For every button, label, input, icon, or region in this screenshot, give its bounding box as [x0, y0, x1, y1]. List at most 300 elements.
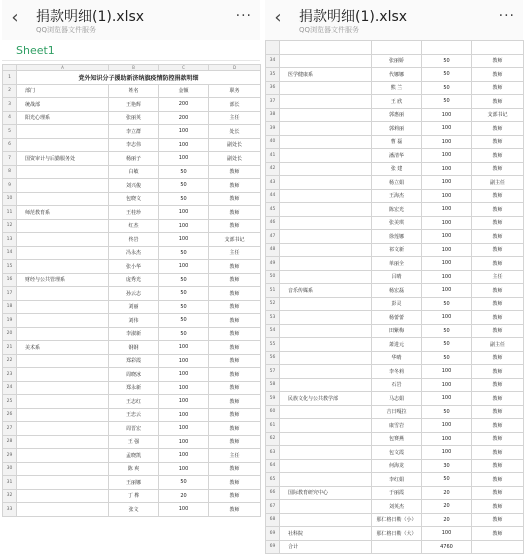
row-number[interactable]: 4	[3, 111, 17, 125]
column-header[interactable]: D	[209, 65, 261, 71]
dept-cell[interactable]	[280, 189, 372, 203]
dept-cell[interactable]	[280, 230, 372, 244]
role-cell[interactable]: 教师	[472, 473, 524, 487]
name-cell[interactable]: 王忠云	[109, 408, 159, 422]
row-number[interactable]: 11	[3, 206, 17, 220]
role-cell[interactable]: 教师	[472, 365, 524, 379]
dept-cell[interactable]	[280, 135, 372, 149]
row-number[interactable]: 19	[3, 314, 17, 328]
row-number[interactable]: 45	[266, 203, 280, 217]
dept-cell[interactable]	[280, 473, 372, 487]
dept-cell[interactable]	[280, 324, 372, 338]
amount-cell[interactable]: 50	[422, 405, 472, 419]
row-number[interactable]: 60	[266, 405, 280, 419]
role-cell[interactable]: 教师	[209, 260, 261, 274]
dept-cell[interactable]	[17, 327, 109, 341]
row-number[interactable]: 10	[3, 192, 17, 206]
name-cell[interactable]: 陈 爽	[109, 462, 159, 476]
amount-cell[interactable]: 金额	[159, 84, 209, 98]
amount-cell[interactable]: 100	[422, 176, 472, 190]
name-cell[interactable]: 姓名	[109, 84, 159, 98]
role-cell[interactable]: 教师	[209, 462, 261, 476]
role-cell[interactable]: 教师	[472, 486, 524, 500]
amount-cell[interactable]: 100	[159, 395, 209, 409]
row-number[interactable]: 30	[3, 462, 17, 476]
name-cell[interactable]: 萧进元	[372, 338, 422, 352]
role-cell[interactable]: 教师	[209, 435, 261, 449]
dept-cell[interactable]	[280, 432, 372, 446]
dept-cell[interactable]: 美术系	[17, 341, 109, 355]
row-number[interactable]: 15	[3, 260, 17, 274]
role-cell[interactable]: 教师	[472, 351, 524, 365]
dept-cell[interactable]	[17, 422, 109, 436]
dept-cell[interactable]	[280, 459, 372, 473]
amount-cell[interactable]: 100	[159, 219, 209, 233]
row-number[interactable]: 49	[266, 257, 280, 271]
amount-cell[interactable]: 20	[422, 486, 472, 500]
name-cell[interactable]: 钢钢	[109, 341, 159, 355]
amount-cell[interactable]: 4760	[422, 540, 472, 554]
dept-cell[interactable]: 阳光心理系	[17, 111, 109, 125]
row-number[interactable]: 41	[266, 149, 280, 163]
dept-cell[interactable]	[280, 270, 372, 284]
dept-cell[interactable]	[280, 216, 372, 230]
name-cell[interactable]: 张小华	[109, 260, 159, 274]
dept-cell[interactable]	[17, 462, 109, 476]
row-number[interactable]: 61	[266, 419, 280, 433]
role-cell[interactable]: 教师	[472, 203, 524, 217]
amount-cell[interactable]: 50	[159, 287, 209, 301]
dept-cell[interactable]	[17, 395, 109, 409]
dept-cell[interactable]	[17, 219, 109, 233]
role-cell[interactable]: 教师	[472, 459, 524, 473]
row-number[interactable]: 65	[266, 473, 280, 487]
name-cell[interactable]: 田紫梅	[372, 324, 422, 338]
amount-cell[interactable]: 50	[422, 95, 472, 109]
amount-cell[interactable]: 20	[422, 513, 472, 527]
name-cell[interactable]: 彭灵	[372, 297, 422, 311]
role-cell[interactable]: 教师	[209, 381, 261, 395]
role-cell[interactable]: 职务	[209, 84, 261, 98]
amount-cell[interactable]: 100	[159, 354, 209, 368]
name-cell[interactable]: 郭莉丽	[372, 122, 422, 136]
amount-cell[interactable]: 100	[422, 189, 472, 203]
row-number[interactable]: 66	[266, 486, 280, 500]
amount-cell[interactable]: 50	[159, 165, 209, 179]
role-cell[interactable]: 教师	[209, 489, 261, 503]
sheet-title-cell[interactable]: 党外知识分子援助新济纳旗疫情防控捐款明细	[17, 71, 261, 85]
name-cell[interactable]: 那仁格日勒（大）	[372, 527, 422, 541]
row-number[interactable]: 54	[266, 324, 280, 338]
name-cell[interactable]: 庞秀光	[109, 273, 159, 287]
dept-cell[interactable]	[17, 503, 109, 517]
name-cell[interactable]: 张文	[109, 503, 159, 517]
dept-cell[interactable]	[17, 489, 109, 503]
dept-cell[interactable]	[280, 513, 372, 527]
row-number[interactable]: 57	[266, 365, 280, 379]
row-number[interactable]: 6	[3, 138, 17, 152]
amount-cell[interactable]: 50	[422, 81, 472, 95]
name-cell[interactable]: 佟岩	[109, 233, 159, 247]
name-cell[interactable]: 张丽娇	[372, 54, 422, 68]
amount-cell[interactable]: 100	[159, 341, 209, 355]
amount-cell[interactable]: 100	[422, 257, 472, 271]
column-header[interactable]: A	[17, 65, 109, 71]
amount-cell[interactable]: 100	[159, 408, 209, 422]
role-cell[interactable]: 教师	[209, 327, 261, 341]
row-number[interactable]: 63	[266, 446, 280, 460]
role-cell[interactable]: 主任	[209, 111, 261, 125]
row-number[interactable]	[266, 41, 280, 55]
row-number[interactable]: 13	[3, 233, 17, 247]
role-cell[interactable]: 教师	[209, 503, 261, 517]
dept-cell[interactable]: 医学健康系	[280, 68, 372, 82]
amount-cell[interactable]: 50	[422, 324, 472, 338]
amount-cell[interactable]: 50	[422, 68, 472, 82]
row-number[interactable]: 17	[3, 287, 17, 301]
amount-cell[interactable]: 100	[159, 206, 209, 220]
row-number[interactable]: 51	[266, 284, 280, 298]
row-number[interactable]: 25	[3, 395, 17, 409]
row-number[interactable]: 20	[3, 327, 17, 341]
amount-cell[interactable]: 50	[159, 246, 209, 260]
amount-cell[interactable]: 100	[422, 378, 472, 392]
row-number[interactable]: 37	[266, 95, 280, 109]
name-cell[interactable]: 张美琪	[372, 216, 422, 230]
role-cell[interactable]: 教师	[472, 284, 524, 298]
dept-cell[interactable]	[280, 419, 372, 433]
name-cell[interactable]: 熊 兰	[372, 81, 422, 95]
dept-cell[interactable]	[17, 233, 109, 247]
row-number[interactable]: 21	[3, 341, 17, 355]
amount-cell[interactable]: 100	[422, 203, 472, 217]
name-cell[interactable]: 吕晴	[372, 270, 422, 284]
amount-cell[interactable]: 20	[159, 489, 209, 503]
dept-cell[interactable]	[280, 378, 372, 392]
row-number[interactable]: 29	[3, 449, 17, 463]
role-cell[interactable]: 教师	[209, 179, 261, 193]
amount-cell[interactable]: 100	[422, 365, 472, 379]
dept-cell[interactable]	[17, 408, 109, 422]
amount-cell[interactable]: 100	[422, 311, 472, 325]
amount-cell[interactable]: 100	[422, 419, 472, 433]
role-cell[interactable]: 教师	[472, 527, 524, 541]
dept-cell[interactable]	[17, 138, 109, 152]
role-cell[interactable]: 教师	[209, 273, 261, 287]
dept-cell[interactable]	[17, 435, 109, 449]
dept-cell[interactable]: 音乐传媒系	[280, 284, 372, 298]
dept-cell[interactable]	[280, 41, 372, 55]
row-number[interactable]: 69	[266, 540, 280, 554]
dept-cell[interactable]	[280, 203, 372, 217]
row-number[interactable]: 33	[3, 503, 17, 517]
role-cell[interactable]: 教师	[209, 476, 261, 490]
dept-cell[interactable]	[280, 54, 372, 68]
row-number[interactable]: 68	[266, 513, 280, 527]
role-cell[interactable]: 副主任	[472, 176, 524, 190]
role-cell[interactable]: 部长	[209, 98, 261, 112]
role-cell[interactable]	[472, 41, 524, 55]
dept-cell[interactable]	[280, 311, 372, 325]
role-cell[interactable]: 教师	[209, 422, 261, 436]
row-number[interactable]: 8	[3, 165, 17, 179]
role-cell[interactable]: 教师	[472, 257, 524, 271]
amount-cell[interactable]: 100	[159, 449, 209, 463]
role-cell[interactable]: 教师	[472, 311, 524, 325]
name-cell[interactable]: 李志伟	[109, 138, 159, 152]
dept-cell[interactable]	[17, 300, 109, 314]
role-cell[interactable]: 教师	[472, 216, 524, 230]
role-cell[interactable]: 教师	[472, 378, 524, 392]
dept-cell[interactable]	[280, 149, 372, 163]
role-cell[interactable]: 教师	[209, 354, 261, 368]
role-cell[interactable]: 教师	[472, 500, 524, 514]
amount-cell[interactable]: 100	[159, 138, 209, 152]
row-number[interactable]: 55	[266, 338, 280, 352]
amount-cell[interactable]: 50	[159, 192, 209, 206]
amount-cell[interactable]: 20	[422, 500, 472, 514]
name-cell[interactable]: 丁 桦	[109, 489, 159, 503]
dept-cell[interactable]	[280, 500, 372, 514]
role-cell[interactable]: 教师	[472, 81, 524, 95]
role-cell[interactable]: 教师	[209, 206, 261, 220]
role-cell[interactable]: 教师	[472, 243, 524, 257]
dept-cell[interactable]	[280, 446, 372, 460]
amount-cell[interactable]: 50	[422, 54, 472, 68]
amount-cell[interactable]: 100	[422, 108, 472, 122]
role-cell[interactable]: 教师	[209, 314, 261, 328]
role-cell[interactable]: 教师	[472, 135, 524, 149]
dept-cell[interactable]	[280, 405, 372, 419]
name-cell[interactable]: 吉日嘎拉	[372, 405, 422, 419]
name-cell[interactable]	[372, 41, 422, 55]
row-number[interactable]: 59	[266, 392, 280, 406]
name-cell[interactable]: 李淑新	[109, 327, 159, 341]
name-cell[interactable]: 冯永杰	[109, 246, 159, 260]
role-cell[interactable]: 教师	[209, 287, 261, 301]
row-number[interactable]: 12	[3, 219, 17, 233]
name-cell[interactable]: 包赛燕	[372, 432, 422, 446]
dept-cell[interactable]	[280, 122, 372, 136]
name-cell[interactable]: 石岩	[372, 378, 422, 392]
role-cell[interactable]: 教师	[209, 165, 261, 179]
row-number[interactable]: 52	[266, 297, 280, 311]
name-cell[interactable]: 杨立娟	[372, 176, 422, 190]
role-cell[interactable]: 教师	[209, 408, 261, 422]
spreadsheet-grid[interactable]	[2, 64, 261, 517]
role-cell[interactable]: 教师	[472, 189, 524, 203]
amount-cell[interactable]: 100	[159, 152, 209, 166]
row-number[interactable]: 22	[3, 354, 17, 368]
amount-cell[interactable]: 100	[422, 230, 472, 244]
amount-cell[interactable]: 50	[422, 338, 472, 352]
row-number[interactable]: 34	[266, 54, 280, 68]
dept-cell[interactable]: 师范教育系	[17, 206, 109, 220]
role-cell[interactable]: 教师	[472, 149, 524, 163]
role-cell[interactable]: 教师	[472, 162, 524, 176]
role-cell[interactable]	[472, 540, 524, 554]
column-header[interactable]: C	[159, 65, 209, 71]
role-cell[interactable]: 教师	[472, 405, 524, 419]
name-cell[interactable]: 包晓文	[109, 192, 159, 206]
row-number[interactable]: 38	[266, 108, 280, 122]
dept-cell[interactable]: 部门	[17, 84, 109, 98]
name-cell[interactable]: 王桂珍	[109, 206, 159, 220]
amount-cell[interactable]: 100	[422, 216, 472, 230]
amount-cell[interactable]: 50	[159, 314, 209, 328]
more-options-icon[interactable]: ···	[498, 8, 515, 24]
dept-cell[interactable]	[280, 176, 372, 190]
dept-cell[interactable]	[280, 297, 372, 311]
row-number[interactable]: 31	[3, 476, 17, 490]
amount-cell[interactable]: 100	[422, 149, 472, 163]
role-cell[interactable]: 副处长	[209, 152, 261, 166]
row-number[interactable]: 18	[3, 300, 17, 314]
dept-cell[interactable]: 合计	[280, 540, 372, 554]
name-cell[interactable]: 周晋宏	[109, 422, 159, 436]
amount-cell[interactable]: 200	[159, 111, 209, 125]
name-cell[interactable]: 郑彩霞	[109, 354, 159, 368]
row-number[interactable]: 32	[3, 489, 17, 503]
row-number[interactable]: 53	[266, 311, 280, 325]
back-arrow-icon[interactable]: ‹	[274, 7, 282, 28]
name-cell[interactable]: 红杰	[109, 219, 159, 233]
amount-cell[interactable]: 100	[422, 392, 472, 406]
amount-cell[interactable]: 50	[159, 300, 209, 314]
dept-cell[interactable]	[280, 351, 372, 365]
name-cell[interactable]: 张丽英	[109, 111, 159, 125]
dept-cell[interactable]	[280, 365, 372, 379]
amount-cell[interactable]: 100	[422, 446, 472, 460]
row-number[interactable]: 58	[266, 378, 280, 392]
name-cell[interactable]: 王 欣	[372, 95, 422, 109]
dept-cell[interactable]	[17, 476, 109, 490]
role-cell[interactable]: 教师	[472, 432, 524, 446]
spreadsheet-grid[interactable]	[265, 40, 524, 554]
role-cell[interactable]: 教师	[472, 95, 524, 109]
row-number[interactable]: 64	[266, 459, 280, 473]
row-number[interactable]: 46	[266, 216, 280, 230]
name-cell[interactable]: 刘丽	[109, 300, 159, 314]
name-cell[interactable]: 刘伟	[109, 314, 159, 328]
amount-cell[interactable]: 100	[159, 381, 209, 395]
role-cell[interactable]: 教师	[472, 513, 524, 527]
role-cell[interactable]: 教师	[209, 341, 261, 355]
row-number[interactable]: 16	[3, 273, 17, 287]
row-number[interactable]: 47	[266, 230, 280, 244]
role-cell[interactable]: 教师	[472, 324, 524, 338]
name-cell[interactable]: 祁文新	[372, 243, 422, 257]
row-number[interactable]: 40	[266, 135, 280, 149]
dept-cell[interactable]	[280, 108, 372, 122]
amount-cell[interactable]: 50	[159, 476, 209, 490]
role-cell[interactable]: 教师	[209, 368, 261, 382]
role-cell[interactable]: 支部书记	[472, 108, 524, 122]
name-cell[interactable]: 包文霞	[372, 446, 422, 460]
role-cell[interactable]: 教师	[472, 54, 524, 68]
dept-cell[interactable]	[17, 179, 109, 193]
row-number[interactable]: 28	[3, 435, 17, 449]
row-number[interactable]: 48	[266, 243, 280, 257]
more-options-icon[interactable]: ···	[235, 8, 252, 24]
column-header[interactable]: B	[109, 65, 159, 71]
role-cell[interactable]: 副处长	[209, 138, 261, 152]
name-cell[interactable]: 刘英杰	[372, 500, 422, 514]
role-cell[interactable]: 教师	[472, 122, 524, 136]
name-cell[interactable]: 孙云志	[109, 287, 159, 301]
row-number[interactable]: 69	[266, 527, 280, 541]
name-cell[interactable]: 王 强	[109, 435, 159, 449]
amount-cell[interactable]: 100	[159, 368, 209, 382]
row-number[interactable]: 36	[266, 81, 280, 95]
row-number[interactable]: 9	[3, 179, 17, 193]
role-cell[interactable]: 教师	[209, 395, 261, 409]
name-cell[interactable]: 杨丽子	[109, 152, 159, 166]
dept-cell[interactable]	[280, 338, 372, 352]
role-cell[interactable]: 主任	[209, 246, 261, 260]
row-number[interactable]: 35	[266, 68, 280, 82]
amount-cell[interactable]: 50	[422, 473, 472, 487]
name-cell[interactable]: 康雪岩	[372, 419, 422, 433]
role-cell[interactable]: 副主任	[472, 338, 524, 352]
dept-cell[interactable]	[17, 314, 109, 328]
role-cell[interactable]: 教师	[209, 219, 261, 233]
dept-cell[interactable]: 民族文化与公共教学部	[280, 392, 372, 406]
amount-cell[interactable]: 50	[159, 179, 209, 193]
row-number[interactable]: 26	[3, 408, 17, 422]
amount-cell[interactable]: 100	[159, 233, 209, 247]
amount-cell[interactable]: 100	[159, 435, 209, 449]
amount-cell[interactable]: 100	[159, 503, 209, 517]
name-cell[interactable]: 单丽全	[372, 257, 422, 271]
name-cell[interactable]: 那仁格日勒（小）	[372, 513, 422, 527]
row-number[interactable]: 50	[266, 270, 280, 284]
role-cell[interactable]: 主任	[472, 270, 524, 284]
role-cell[interactable]: 教师	[472, 446, 524, 460]
dept-cell[interactable]	[280, 162, 372, 176]
name-cell[interactable]: 张 建	[372, 162, 422, 176]
amount-cell[interactable]: 100	[422, 243, 472, 257]
sheet-tab[interactable]: Sheet1	[16, 44, 55, 57]
name-cell[interactable]: 李立群	[109, 125, 159, 139]
row-number[interactable]: 3	[3, 98, 17, 112]
dept-cell[interactable]	[17, 192, 109, 206]
role-cell[interactable]: 处长	[209, 125, 261, 139]
role-cell[interactable]: 教师	[472, 392, 524, 406]
dept-cell[interactable]	[17, 246, 109, 260]
name-cell[interactable]: 王志红	[109, 395, 159, 409]
amount-cell[interactable]: 100	[422, 270, 472, 284]
dept-cell[interactable]: 财经与公共管理系	[17, 273, 109, 287]
name-cell[interactable]: 刘兴俊	[109, 179, 159, 193]
name-cell[interactable]: 李红娟	[372, 473, 422, 487]
name-cell[interactable]: 何海龙	[372, 459, 422, 473]
name-cell[interactable]: 孟晓凯	[109, 449, 159, 463]
role-cell[interactable]: 主任	[209, 449, 261, 463]
name-cell[interactable]: 郑永新	[109, 381, 159, 395]
amount-cell[interactable]: 30	[422, 459, 472, 473]
dept-cell[interactable]	[280, 81, 372, 95]
dept-cell[interactable]	[17, 165, 109, 179]
name-cell[interactable]: 曹 磊	[372, 135, 422, 149]
dept-cell[interactable]	[280, 257, 372, 271]
name-cell[interactable]: 周晓冰	[109, 368, 159, 382]
role-cell[interactable]: 教师	[209, 192, 261, 206]
dept-cell[interactable]	[280, 95, 372, 109]
dept-cell[interactable]	[17, 381, 109, 395]
amount-cell[interactable]: 100	[422, 162, 472, 176]
row-number[interactable]: 1	[3, 71, 17, 85]
